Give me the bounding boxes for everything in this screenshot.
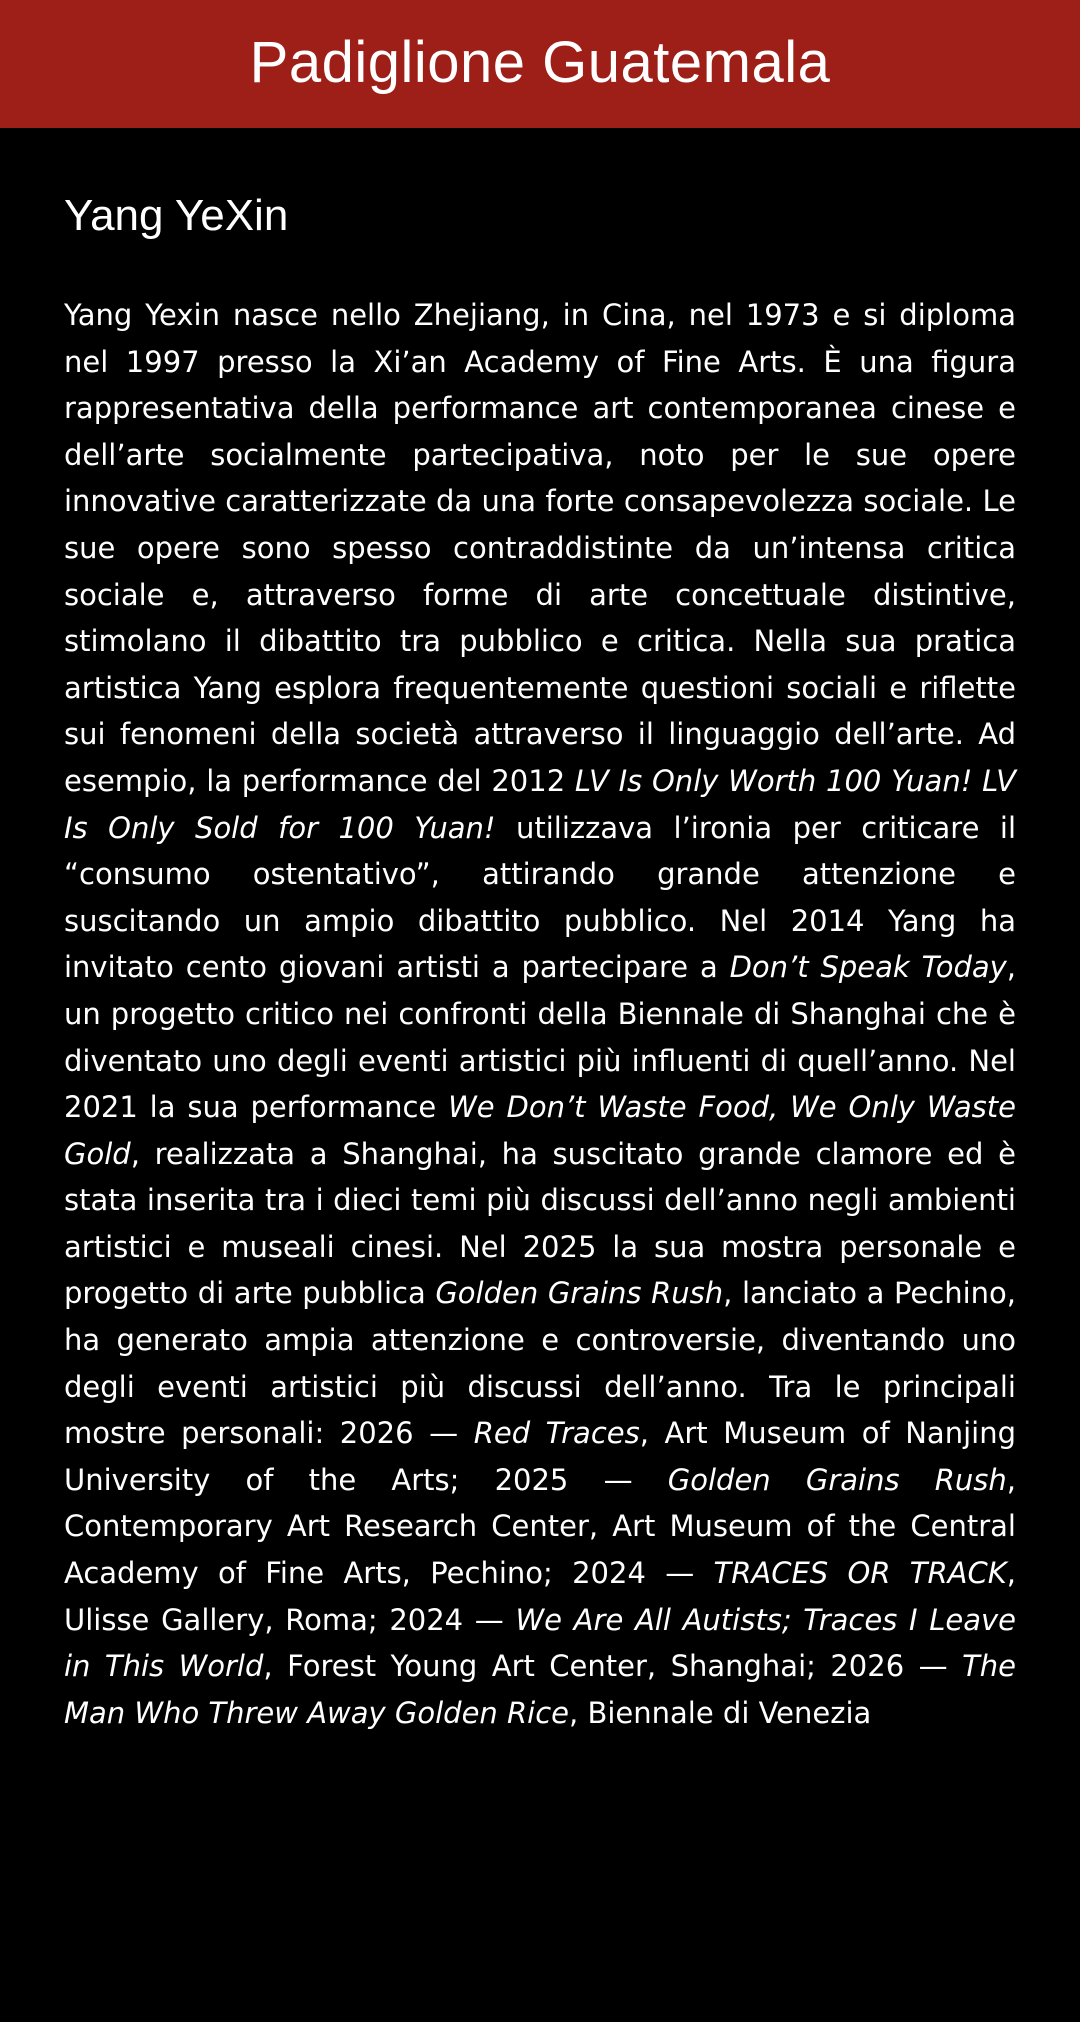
bio-segment: , lanciato a Pechino, ha generato ampia attenzione e controversie, diventando uno degli eventi artistici più discussi dell’anno. Tra le principali mostre personali: 2026 —: [64, 1276, 1016, 1451]
bio-work-title: Red Traces: [473, 1416, 640, 1451]
bio-work-title: TRACES OR TRACK: [713, 1556, 1007, 1591]
bio-segment: , Forest Young Art Center, Shanghai; 2026 —: [263, 1649, 963, 1684]
bio-work-title: Golden Grains Rush: [435, 1276, 724, 1311]
bio-work-title: We Don’t Waste Food, We Only Waste Gold: [64, 1090, 1016, 1171]
bio-work-title: The Man Who Threw Away Golden Rice: [64, 1649, 1016, 1730]
artist-bio: [64, 292, 1016, 1736]
page-title: Padiglione Guatemala: [249, 29, 831, 95]
bio-work-title: Golden Grains Rush: [667, 1462, 1007, 1497]
bio-segment: , Biennale di Venezia: [569, 1695, 872, 1730]
bio-segment: , realizzata a Shanghai, ha suscitato grande clamore ed è stata inserita tra i dieci temi più discussi dell’anno negli ambienti artistici e museali cinesi. Nel 2025 la sua mostra personale e progetto di arte pubblica: [64, 1136, 1016, 1311]
header-bar: [0, 0, 1080, 128]
bio-segment: , Ulisse Gallery, Roma; 2024 —: [64, 1556, 1016, 1637]
bio-segment: , Art Museum of Nanjing University of the Arts; 2025 —: [64, 1416, 1016, 1497]
bio-work-title: LV Is Only Worth 100 Yuan! LV Is Only Sold for 100 Yuan!: [64, 763, 1016, 845]
bio-segment: , un progetto critico nei confronti della Biennale di Shanghai che è diventato uno degli eventi artistici più influenti di quell’anno. Nel 2021 la sua performance: [64, 950, 1017, 1125]
bio-work-title: We Are All Autists; Traces I Leave in This World: [64, 1602, 1017, 1684]
bio-segment: Yang Yexin nasce nello Zhejiang, in Cina, nel 1973 e si diploma nel 1997 presso la Xi’an Academy of Fine Arts. È una figura rappresentativa della performance art contemporanea cinese e dell’arte socialmente partecipativa, noto per le sue opere innovative caratterizzate da una forte consapevolezza sociale. Le sue opere sono spesso contraddistinte da un’intensa critica sociale e, attraverso forme di arte concettuale distintive, stimolano il dibattito tra pubblico e critica. Nella sua pratica artistica Yang esplora frequentemente questioni sociali e riflette sui fenomeni della società attraverso il linguaggio dell’arte. Ad esempio, la performance del 2012: [64, 298, 1016, 798]
bio-segment: , Contemporary Art Research Center, Art Museum of the Central Academy of Fine Arts, Pechino; 2024 —: [64, 1462, 1016, 1591]
artist-name: Yang YeXin: [64, 191, 289, 240]
artist-section: [64, 184, 1016, 1736]
bio-work-title: Don’t Speak Today: [729, 950, 1007, 985]
bio-segment: utilizzava l’ironia per criticare il “consumo ostentativo”, attirando grande attenzione e suscitando un ampio dibattito pubblico. Nel 2014 Yang ha invitato cento giovani artisti a partecipare a: [64, 810, 1017, 985]
